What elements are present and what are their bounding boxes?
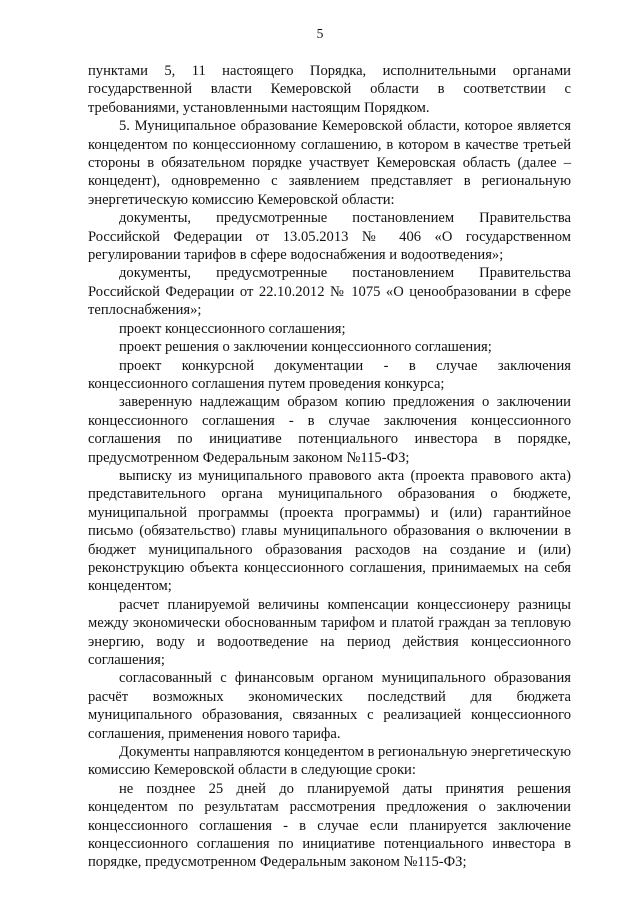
document-body	[88, 62, 571, 872]
paragraph: проект конкурсной документации - в случае заключения концессионного соглашения путем проведения конкурса;	[88, 357, 571, 392]
paragraph: пунктами 5, 11 настоящего Порядка, исполнительными органами государственной власти Кемеровской области в соответствии с требованиями, установленными настоящим Порядком.	[88, 63, 571, 116]
paragraph: заверенную надлежащим образом копию предложения о заключении концессионного соглашения - в случае заключения концессионного соглашения по инициативе потенциального инвестора в порядке, предусмотренном Федеральным законом №115-ФЗ;	[88, 394, 571, 466]
paragraph: расчет планируемой величины компенсации концессионеру разницы между экономически обоснованным тарифом и платой граждан за тепловую энергию, воду и водоотведение на период действия концессионного соглашения;	[88, 596, 571, 668]
paragraph: документы, предусмотренные постановлением Правительства Российской Федерации от 13.05.2013 № 406 «О государственном регулировании тарифов в сфере водоснабжения и водоотведения»;	[88, 210, 571, 264]
paragraph: 5. Муниципальное образование Кемеровской области, которое является концедентом по концессионному соглашению, в котором в качестве третьей стороны в обязательном порядке участвует Кемеровская область (далее – концедент), одновременно с заявлением представляет в региональную энергетическую комиссию Кемеровской области:	[88, 118, 571, 208]
paragraph: проект концессионного соглашения;	[119, 320, 346, 337]
paragraph: не позднее 25 дней до планируемой даты принятия решения концедентом по результатам рассмотрения предложения о заключении концессионного соглашения - в случае если планируется заключение концессионного соглашения по инициативе потенциального инвестора в порядке, предусмотренном Федеральным законом №115-ФЗ;	[88, 780, 571, 871]
page-number: 5	[316, 26, 324, 41]
paragraph: Документы направляются концедентом в региональную энергетическую комиссию Кемеровской области в следующие сроки:	[88, 744, 571, 779]
paragraph: документы, предусмотренные постановлением Правительства Российской Федерации от 22.10.2012 № 1075 «О ценообразовании в сфере теплоснабжения»;	[88, 265, 571, 319]
paragraph: проект решения о заключении концессионного соглашения;	[119, 339, 492, 356]
paragraph: согласованный с финансовым органом муниципального образования расчёт возможных экономических последствий для бюджета муниципального образования, связанных с реализацией концессионного соглашения, применения нового тарифа.	[88, 670, 571, 742]
paragraph: выписку из муниципального правового акта (проекта правового акта) представительного органа муниципального образования о бюджете, муниципальной программы (проекта программы) и (или) гарантийное письмо (обязательство) главы муниципального образования о включении в бюджет муниципального образования расходов на создание и (или) реконструкцию объекта концессионного соглашения, принимаемых на себя концедентом;	[88, 467, 571, 595]
